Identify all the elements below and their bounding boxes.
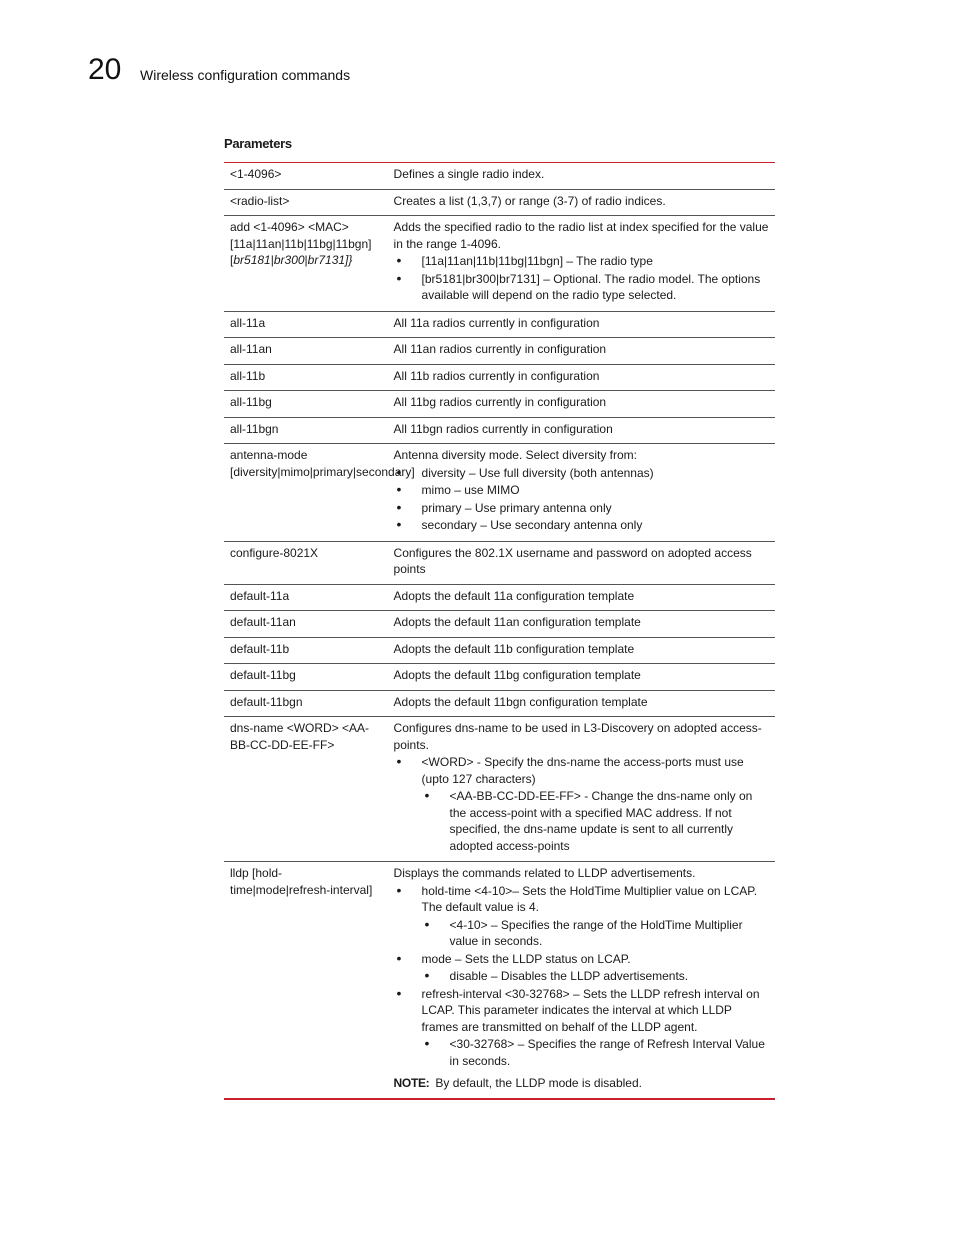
sub-list-item: • disable – Disables the LLDP advertisements. xyxy=(422,968,769,985)
sub-bullet-list xyxy=(422,788,769,854)
param-cell: all-11bgn xyxy=(224,417,388,444)
table-row xyxy=(224,364,775,391)
note xyxy=(394,1075,769,1092)
desc-text: Antenna diversity mode. Select diversity from: xyxy=(393,448,637,462)
table-row xyxy=(224,717,775,862)
table-row xyxy=(224,391,775,418)
table-row xyxy=(224,862,775,1099)
param-cell: <radio-list> xyxy=(224,189,388,216)
sub-bullet-list xyxy=(422,1036,769,1069)
table-row xyxy=(224,541,775,584)
param-cell: lldp [hold-time|mode|refresh-interval] xyxy=(230,866,373,897)
list-item-text: <WORD> - Specify the dns-name the access-ports must use (upto 127 characters) xyxy=(421,755,744,786)
desc-cell xyxy=(388,216,775,312)
desc-text: Displays the commands related to LLDP advertisements. xyxy=(393,866,696,880)
param-cell: <1-4096> xyxy=(224,163,388,190)
desc-cell: Configures the 802.1X username and password on adopted access points xyxy=(388,541,775,584)
desc-cell xyxy=(388,717,775,862)
bullet-list xyxy=(394,253,769,304)
desc-cell: Adopts the default 11bgn configuration template xyxy=(388,690,775,717)
desc-cell: Defines a single radio index. xyxy=(388,163,775,190)
param-cell: default-11bgn xyxy=(224,690,388,717)
param-cell: antenna-mode [diversity|mimo|primary|secondary] xyxy=(224,444,388,542)
table-row xyxy=(224,637,775,664)
sub-list-item: • <30-32768> – Specifies the range of Refresh Interval Value in seconds. xyxy=(422,1036,769,1069)
list-item: • [11a|11an|11b|11bg|11bgn] – The radio type xyxy=(394,253,769,270)
table-row xyxy=(224,444,775,542)
list-item: • mimo – use MIMO xyxy=(394,482,769,499)
param-cell: default-11a xyxy=(224,584,388,611)
list-item: • primary – Use primary antenna only xyxy=(394,500,769,517)
table-row xyxy=(224,417,775,444)
table-row xyxy=(224,163,775,190)
desc-cell: All 11bgn radios currently in configuration xyxy=(388,417,775,444)
sub-bullet-list xyxy=(422,968,769,985)
desc-cell: Adopts the default 11a configuration template xyxy=(388,584,775,611)
param-cell: default-11bg xyxy=(224,664,388,691)
chapter-number: 20 xyxy=(88,53,122,86)
sub-list-item: • <4-10> – Specifies the range of the HoldTime Multiplier value in seconds. xyxy=(422,917,769,950)
list-item xyxy=(394,986,769,1070)
bullet-list xyxy=(394,883,769,1070)
param-cell: default-11b xyxy=(224,637,388,664)
table-row xyxy=(224,584,775,611)
param-italic: br5181 xyxy=(233,253,271,267)
desc-cell: Adopts the default 11b configuration template xyxy=(388,637,775,664)
section-heading: Parameters xyxy=(224,136,292,151)
bullet-list xyxy=(394,465,769,534)
desc-cell: All 11a radios currently in configuration xyxy=(388,311,775,338)
param-separator: | xyxy=(304,253,308,267)
param-cell: dns-name <WORD> <AA-BB-CC-DD-EE-FF> xyxy=(224,717,388,862)
desc-cell: All 11an radios currently in configuration xyxy=(388,338,775,365)
note-label: NOTE: xyxy=(393,1076,430,1090)
desc-cell: Adopts the default 11bg configuration template xyxy=(388,664,775,691)
list-item: • diversity – Use full diversity (both antennas) xyxy=(394,465,769,482)
list-item xyxy=(394,754,769,854)
list-item-text: refresh-interval <30-32768> – Sets the LLDP refresh interval on LCAP. This parameter indicates the interval at which LLDP frames are transmitted on behalf of the LLDP agent. xyxy=(421,986,760,1034)
chapter-title: Wireless configuration commands xyxy=(140,67,351,83)
table-row xyxy=(224,611,775,638)
param-separator: | xyxy=(270,253,274,267)
param-cell: all-11a xyxy=(224,311,388,338)
desc-cell: Creates a list (1,3,7) or range (3-7) of radio indices. xyxy=(388,189,775,216)
parameters-table xyxy=(224,162,775,1100)
list-item: • [br5181|br300|br7131] – Optional. The radio model. The options available will depend on the radio type selected. xyxy=(394,271,769,304)
table-row xyxy=(224,338,775,365)
note-text: By default, the LLDP mode is disabled. xyxy=(435,1076,642,1090)
table-row xyxy=(224,690,775,717)
param-cell xyxy=(224,216,388,312)
desc-cell: Adopts the default 11an configuration template xyxy=(388,611,775,638)
table-row xyxy=(224,189,775,216)
desc-text: Configures dns-name to be used in L3-Discovery on adopted access-points. xyxy=(393,721,762,752)
sub-bullet-list xyxy=(422,917,769,950)
param-cell: all-11an xyxy=(224,338,388,365)
param-italic: br7131]} xyxy=(307,253,353,267)
param-cell: all-11b xyxy=(224,364,388,391)
param-cell: all-11bg xyxy=(224,391,388,418)
table-row xyxy=(224,664,775,691)
desc-cell xyxy=(388,862,775,1099)
desc-cell: All 11bg radios currently in configuration xyxy=(388,391,775,418)
param-cell: default-11an xyxy=(224,611,388,638)
desc-cell xyxy=(388,444,775,542)
list-item-text: mode – Sets the LLDP status on LCAP. xyxy=(421,951,631,966)
table-row xyxy=(224,216,775,312)
param-text: add <1-4096> <MAC> [11a|11an|11b|11bg|11bgn] [ xyxy=(230,220,372,267)
list-item xyxy=(394,951,769,985)
desc-text: Adds the specified radio to the radio list at index specified for the value in the range 1-4096. xyxy=(393,220,769,251)
list-item: • secondary – Use secondary antenna only xyxy=(394,517,769,534)
list-item-text: hold-time <4-10>– Sets the HoldTime Multiplier value on LCAP. The default value is 4. xyxy=(421,883,758,914)
table-row xyxy=(224,311,775,338)
param-italic: br300 xyxy=(273,253,305,267)
list-item xyxy=(394,883,769,950)
sub-list-item: • <AA-BB-CC-DD-EE-FF> - Change the dns-name only on the access-point with a specified MAC address. If not specified, the dns-name update is sent to all currently adopted access-points xyxy=(422,788,769,854)
param-cell: configure-8021X xyxy=(224,541,388,584)
desc-cell: All 11b radios currently in configuration xyxy=(388,364,775,391)
bullet-list xyxy=(394,754,769,854)
